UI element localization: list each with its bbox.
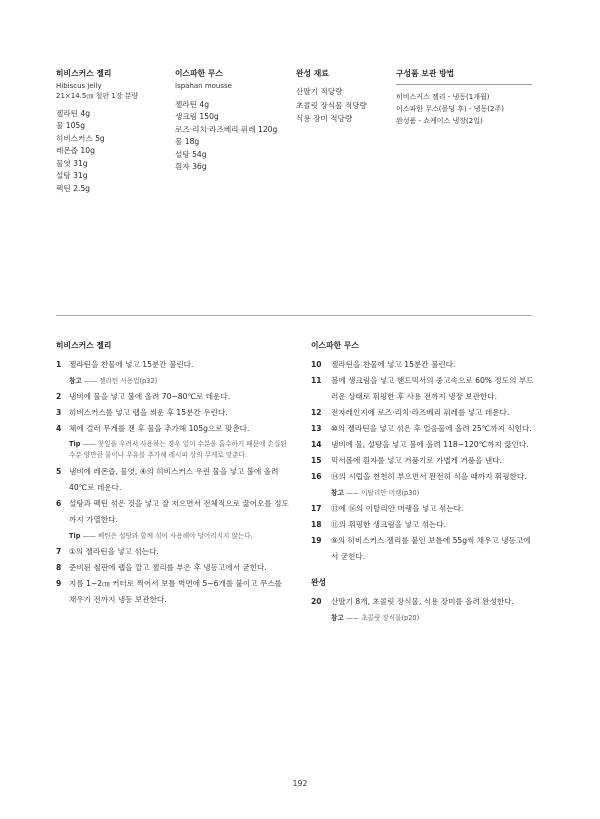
step-text: ⑩의 젤라틴을 넣고 섞은 후 얼음물에 올려 25℃까지 식힌다.: [331, 424, 532, 433]
step-text: ⑪의 휘핑한 생크림을 넣고 섞는다.: [331, 520, 447, 529]
step-17: [311, 501, 537, 517]
step-14: [311, 437, 537, 453]
reference-note: [56, 373, 290, 389]
step-number: 20: [311, 597, 322, 606]
section-divider: [56, 315, 532, 316]
step-15: [311, 453, 537, 469]
step-number: 4: [56, 424, 62, 433]
step-9: [56, 576, 290, 608]
note-dash: ——: [83, 377, 98, 385]
ingredient-item: 젤라틴 4g: [56, 108, 91, 118]
step-number: 3: [56, 408, 62, 417]
reference-text: 젤라틴 사용법(p32): [99, 377, 158, 385]
section-title: 구성품 보관 방법: [396, 69, 532, 85]
tip-tag: Tip: [69, 532, 81, 540]
step-text: 준비된 철판에 랩을 깔고 젤리를 부은 후 냉동고에서 굳힌다.: [69, 563, 267, 572]
note-dash: ——: [345, 614, 360, 622]
reference-text: 이탈리안 머랭(p30): [361, 489, 420, 497]
ingredient-item: 레몬즙 10g: [56, 146, 95, 156]
reference-tag: 참고: [331, 614, 344, 622]
step-7: [56, 544, 290, 560]
storage-item: 완성품 - 쇼케이스 냉장(2일): [396, 116, 483, 125]
step-number: 19: [311, 536, 322, 545]
step-number: 6: [56, 499, 62, 508]
section-subtitle: Hibiscus jelly: [56, 82, 102, 91]
step-8: [56, 560, 290, 576]
section-title: 이스파한 무스: [175, 69, 223, 78]
step-text: ⑭의 시럽을 천천히 부으면서 완전히 식을 때까지 휘핑한다.: [331, 472, 527, 481]
step-text: ⑬에 ⑯의 이탈리안 머랭을 넣고 섞는다.: [331, 504, 464, 513]
storage-guide: [396, 69, 532, 128]
step-text: 믹서볼에 흰자를 넣고 거품기로 가볍게 거품을 낸다.: [331, 456, 502, 465]
ingredient-item: 로즈·리치·라즈베리 퓌레 120g: [175, 124, 278, 134]
method-title: 완성: [311, 578, 327, 587]
step-number: 11: [311, 376, 322, 385]
ingredient-item: 흰자 36g: [175, 162, 207, 172]
step-number: 18: [311, 520, 322, 529]
step-number: 5: [56, 467, 62, 476]
step-text: 지름 1~2㎝ 커터로 찍어서 보틀 벽면에 5~6개를 붙이고 무스를 채우기 전까지 냉동 보관한다.: [69, 579, 282, 604]
step-number: 15: [311, 456, 322, 465]
step-number: 16: [311, 472, 322, 481]
yield-note: 21×14.5㎝ 철판 1장 분량: [56, 91, 139, 100]
step-number: 12: [311, 408, 322, 417]
step-text: 젤라틴을 찬물에 넣고 15분간 불린다.: [69, 360, 194, 369]
step-text: 산딸기 8개, 초콜릿 장식물, 식용 장미를 올려 완성한다.: [331, 597, 515, 606]
method-title: 히비스커스 젤리: [56, 341, 112, 350]
step-19: [311, 533, 537, 565]
reference-note: [311, 485, 537, 501]
step-4: [56, 421, 290, 437]
tip-text: 펙틴은 설탕과 함께 섞어 사용해야 덩어리지지 않는다.: [97, 532, 253, 540]
step-16: [311, 469, 537, 485]
step-text: 설탕과 펙틴 섞은 것을 넣고 잘 저으면서 전체적으로 끓어오를 정도까지 가열한다.: [69, 499, 289, 524]
step-number: 10: [311, 360, 322, 369]
reference-text: 초콜릿 장식물(p20): [361, 614, 420, 622]
page-number: 192: [292, 779, 308, 788]
reference-tag: 참고: [331, 489, 344, 497]
note-dash: ——: [345, 489, 360, 497]
step-number: 17: [311, 504, 322, 513]
ingredient-item: 물 105g: [56, 121, 86, 131]
tip-text: 찻잎을 우려서 사용하는 경우 잎이 수분을 흡수하기 때문에 손실된 수분 양만큼 물이나 우유를 추가해 레시피 상의 무게로 맞춘다.: [69, 440, 287, 459]
step-10: [311, 357, 537, 373]
note-dash: ——: [82, 532, 96, 540]
step-12: [311, 405, 537, 421]
ingredient-item: 히비스커스 5g: [56, 133, 105, 143]
step-11: [311, 373, 537, 405]
ingredient-item: 식용 장미 적당량: [296, 114, 353, 124]
reference-tag: 참고: [69, 377, 82, 385]
step-text: 냄비에 물을 넣고 불에 올려 70~80℃로 데운다.: [69, 392, 231, 401]
step-6: [56, 496, 290, 528]
reference-note: [311, 610, 537, 626]
step-number: 7: [56, 547, 62, 556]
step-text: ①의 젤라틴을 넣고 섞는다.: [69, 547, 159, 556]
ingredient-item: 산딸기 적당량: [296, 87, 343, 97]
step-number: 14: [311, 440, 322, 449]
section-title: 완성 재료: [296, 69, 329, 78]
step-text: 냄비에 물, 설탕을 넣고 불에 올려 118~120℃까지 끓인다.: [331, 440, 529, 449]
hibiscus-jelly-ingredients: [56, 69, 166, 196]
tip-note: [56, 437, 290, 464]
step-5: [56, 464, 290, 496]
section-title: 히비스커스 젤리: [56, 69, 112, 78]
ispahan-mousse-method: [311, 340, 537, 626]
storage-item: 히비스커스 젤리 - 냉동(1개월): [396, 93, 490, 102]
step-3: [56, 405, 290, 421]
ingredient-item: 설탕 31g: [56, 171, 88, 181]
step-number: 1: [56, 360, 62, 369]
step-2: [56, 389, 290, 405]
step-text: 전자레인지에 로즈·리치·라즈베리 퓌레를 넣고 데운다.: [331, 408, 510, 417]
ingredient-item: 젤라틴 4g: [175, 99, 210, 109]
ingredient-item: 물 18g: [175, 137, 200, 147]
tip-tag: Tip: [69, 440, 81, 448]
ingredient-item: 초콜릿 장식물 적당량: [296, 100, 367, 110]
step-18: [311, 517, 537, 533]
step-1: [56, 357, 290, 373]
step-text: 냄비에 레몬즙, 물엿, ④의 히비스커스 우린 물을 넣고 불에 올려 40℃로 데운다.: [69, 467, 279, 492]
step-13: [311, 421, 537, 437]
storage-item: 이스파한 무스(몰딩 후) - 냉동(2주): [396, 105, 504, 114]
step-number: 8: [56, 563, 62, 572]
step-number: 9: [56, 579, 62, 588]
method-title: 이스파한 무스: [311, 341, 359, 350]
step-text: 체에 걸러 무게를 잰 후 물을 추가해 105g으로 맞춘다.: [69, 424, 250, 433]
step-text: 젤라틴을 찬물에 넣고 15분간 불린다.: [331, 360, 456, 369]
step-text: 볼에 생크림을 넣고 핸드믹서의 중고속으로 60% 정도의 부드러운 상태로 휘핑한 후 사용 전까지 냉장 보관한다.: [331, 376, 534, 401]
ingredient-item: 설탕 54g: [175, 149, 207, 159]
step-20: [311, 594, 537, 610]
ingredient-item: 생크림 150g: [175, 112, 219, 122]
step-number: 13: [311, 424, 322, 433]
ingredient-item: 펙틴 2.5g: [56, 183, 90, 193]
step-text: ⑨의 히비스커스 젤리를 붙인 보틀에 55g씩 채우고 냉동고에서 굳힌다.: [331, 536, 531, 561]
ispahan-mousse-ingredients: [175, 69, 295, 175]
step-text: 히비스커스를 넣고 랩을 씌운 후 15분간 우린다.: [69, 408, 228, 417]
ingredient-item: 물엿 31g: [56, 158, 88, 168]
step-number: 2: [56, 392, 62, 401]
hibiscus-jelly-method: [56, 340, 290, 608]
note-dash: ——: [82, 440, 96, 448]
section-subtitle: Ispahan mousse: [175, 82, 232, 91]
tip-note: [56, 528, 290, 544]
finishing-ingredients: [296, 69, 391, 128]
